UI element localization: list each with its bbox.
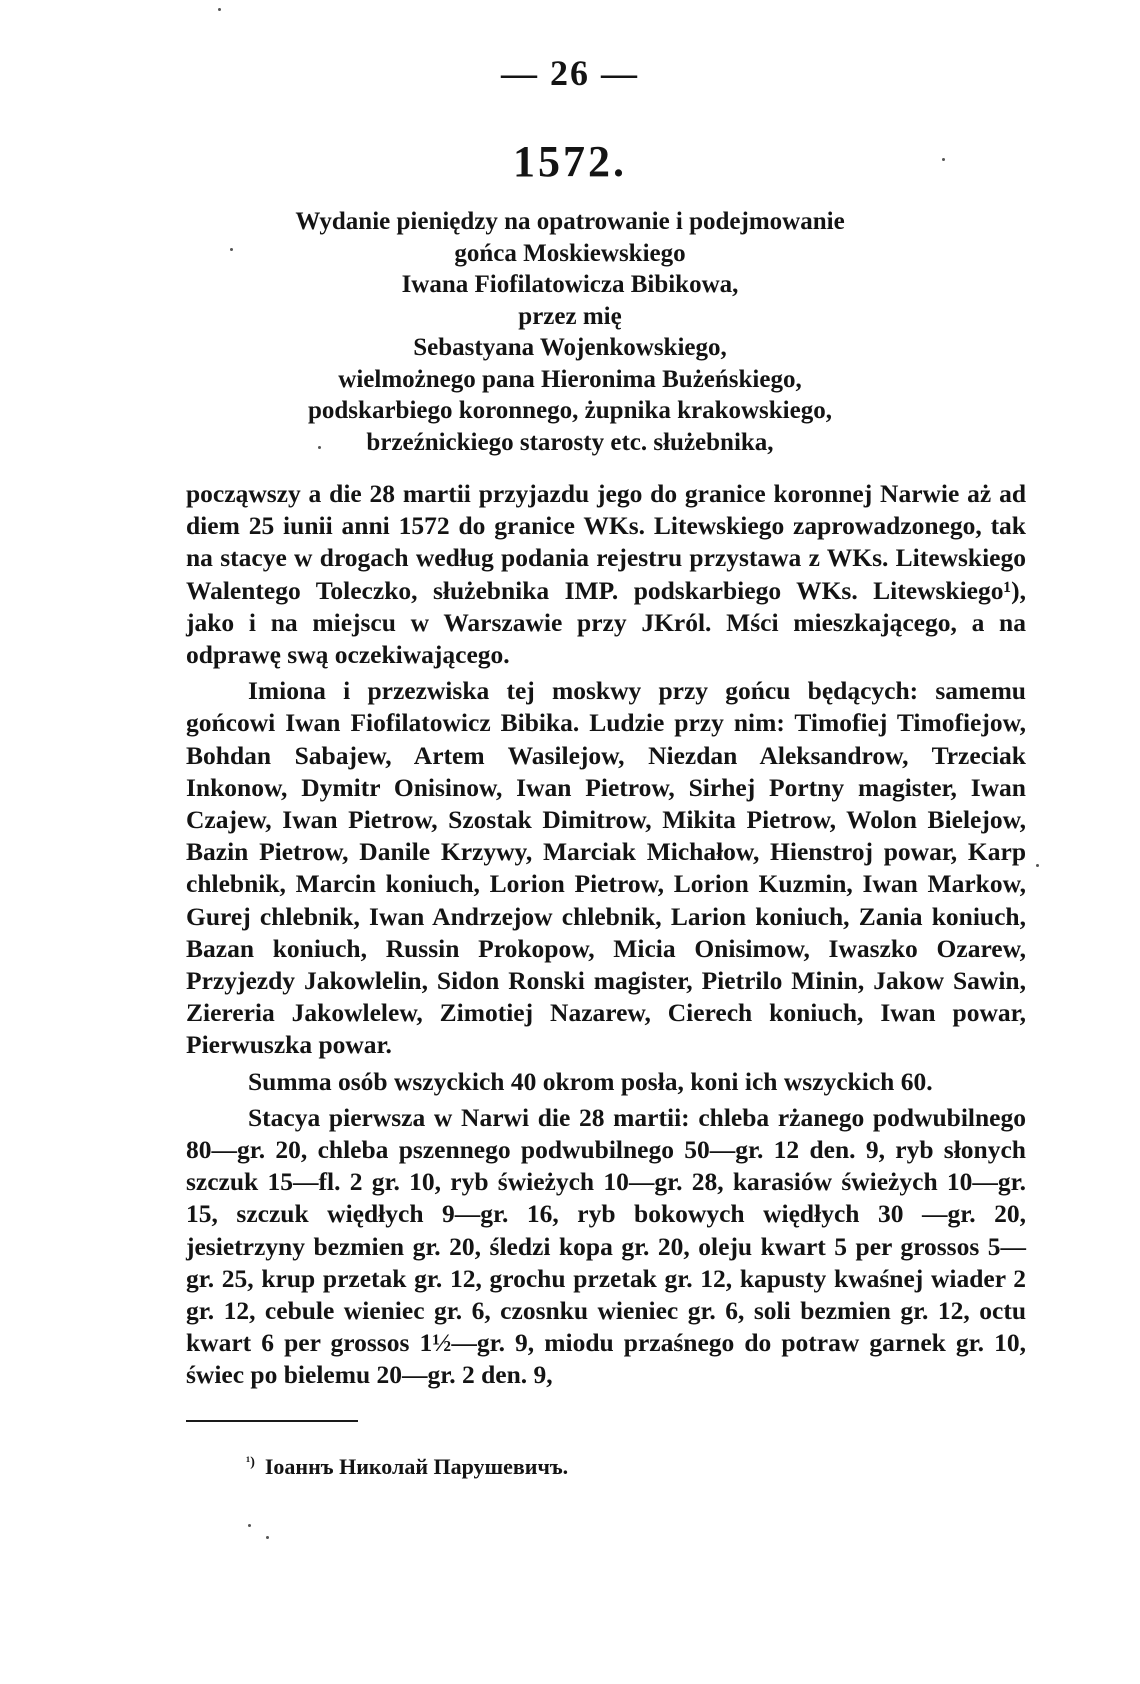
footnote-text: Іоаннъ Николай Парушевичъ.: [264, 1454, 569, 1479]
scan-speck: [230, 248, 233, 251]
paragraph: Summa osób wszyckich 40 okrom posła, koni ich wszyckich 60.: [248, 1066, 933, 1096]
heading-line: Iwana Fiofilatowicza Bibikowa,: [401, 271, 739, 298]
scan-speck: [266, 1536, 269, 1539]
heading-line: gońca Moskiewskiego: [454, 239, 686, 267]
paragraph: Imiona i przezwiska tej moskwy przy gońcu będących: samemu gońcowi Iwan Fiofilatowicz Bibika. Ludzie przy nim: Timofiej Timofiejow, Bohdan Sabajew, Artem Wasilejow, Niezdan Aleksandrow, Trzeciak Inkonow, Dymitr Onisinow, Iwan Pietrow, Sirhej Portny magister, Iwan Czajew, Iwan Pietrow, Szostak Dimitrow, Mikita Pietrow, Wolon Bielejow, Bazin Pietrow, Danile Krzywy, Marciak Michałow, Hienstroj powar, Karp chlebnik, Marcin koniuch, Lorion Pietrow, Lorion Kuzmin, Iwan Markow, Gurej chlebnik, Iwan Andrzejow chlebnik, Larion koniuch, Zania koniuch, Bazan koniuch, Russin Prokopow, Micia Onisimow, Iwaszko Ozarew, Przyjezdy Jakowlelin, Sidon Ronski magister, Pietrilo Minin, Jakow Sawin, Ziereria Jakowlelew, Zimotiej Nazarew, Cierech koniuch, Iwan powar, Pierwuszka powar.: [186, 676, 1026, 1060]
body-text: [186, 478, 1026, 1396]
heading-line: przez mię: [518, 302, 622, 330]
scan-speck: [318, 446, 321, 449]
scan-speck: [248, 1524, 251, 1527]
footnote-mark: ¹): [246, 1455, 255, 1470]
footnote: [246, 1454, 568, 1480]
scan-speck: [218, 8, 221, 11]
paragraph: począwszy a die 28 martii przyjazdu jego do granice koronnej Narwie aż ad diem 25 iunii anni 1572 do granice WKs. Litewskiego zaprowadzonego, tak na stacye w drogach według podania rejestru przystawa z WKs. Litewskiego Walentego Toleczko, służebnika IMP. podskarbiego WKs. Litewskiego¹), jako i na miejscu w Warszawie przy JKról. Mści mieszkającego, a na odprawę swą oczekiwającego.: [186, 479, 1026, 670]
section-heading: [250, 206, 890, 458]
heading-line: Wydanie pieniędzy na opatrowanie i podejmowanie: [295, 208, 845, 235]
heading-line: Sebastyana Wojenkowskiego,: [413, 334, 727, 361]
scan-speck: [942, 158, 945, 161]
heading-line: wielmożnego pana Hieronima Bużeńskiego,: [338, 365, 802, 393]
section-year: 1572.: [513, 137, 627, 186]
paragraph: Stacya pierwsza w Narwi die 28 martii: chleba rżanego podwubilnego 80—gr. 20, chleba pszennego podwubilnego 50—gr. 12 den. 9, ryb słonych szczuk 15—fl. 2 gr. 10, ryb świeżych 10—gr. 28, karasiów świeżych 10—gr. 15, szczuk więdłych 9—gr. 16, ryb bokowych więdłych 30 —gr. 20, jesietrzyny bezmien gr. 20, śledzi kopa gr. 20, oleju kwart 5 per grossos 5—gr. 25, krup przetak gr. 12, grochu przetak gr. 12, kapusty kwaśnej wiader 2 gr. 12, cebule wieniec gr. 6, czosnku wieniec gr. 6, soli bezmien gr. 12, octu kwart 6 per grossos 1½—gr. 9, miodu przaśnego do potraw garnek gr. 10, świec po bielemu 20—gr. 2 den. 9,: [186, 1102, 1026, 1390]
scan-speck: [1036, 864, 1039, 867]
footnote-divider: [186, 1420, 358, 1422]
heading-line: brzeźnickiego starosty etc. służebnika,: [366, 428, 774, 456]
heading-line: podskarbiego koronnego, żupnika krakowskiego,: [308, 397, 832, 424]
page-number: — 26 —: [501, 53, 639, 93]
